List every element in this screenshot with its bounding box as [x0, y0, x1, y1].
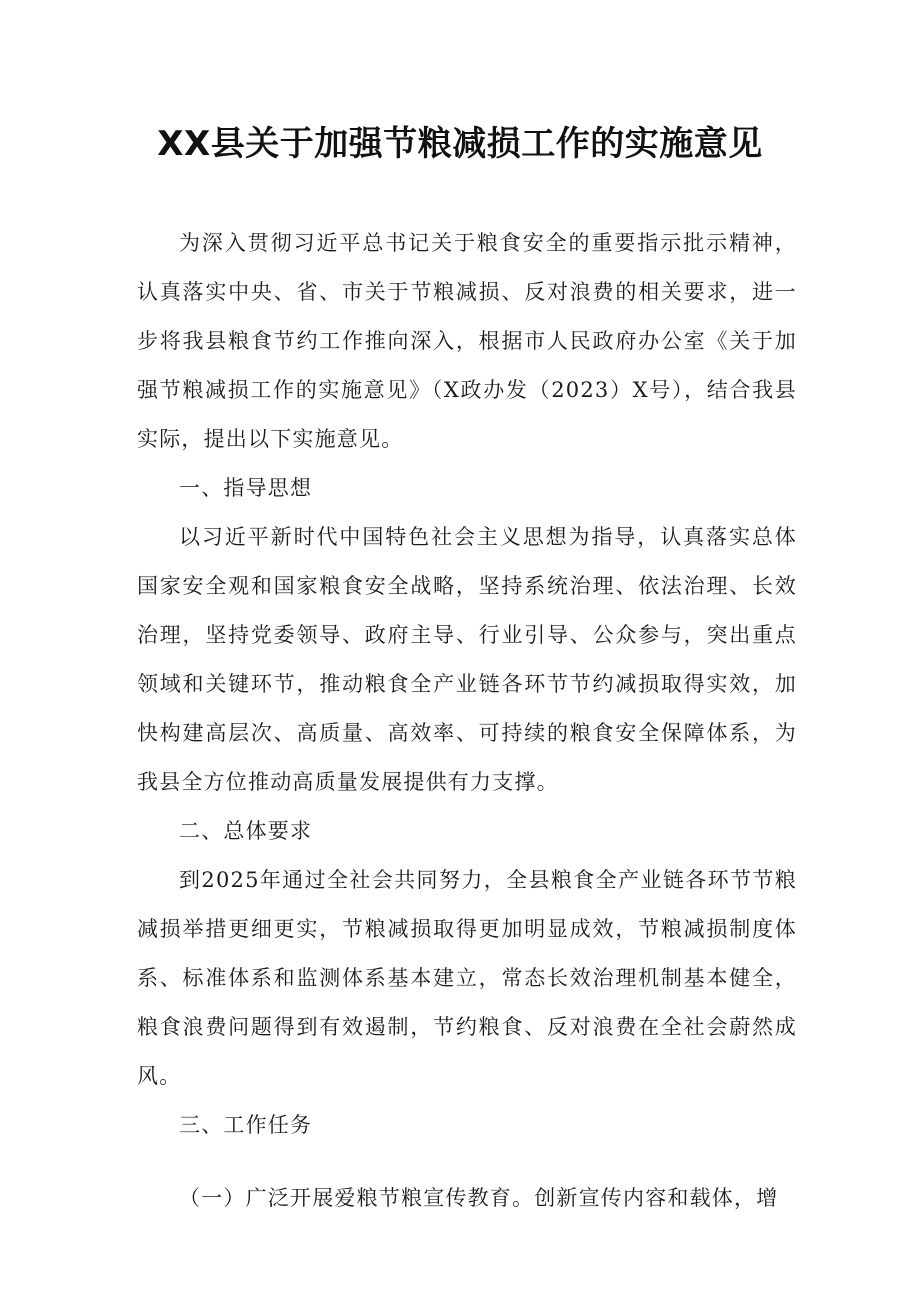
document-body: [137, 219, 797, 1223]
section-heading-work-tasks: 三、工作任务: [179, 1113, 313, 1137]
section-paragraph-guiding-ideology: 以习近平新时代中国特色社会主义思想为指导，认真落实总体国家安全观和国家粮食安全战略，坚持系统治理、依法治理、长效治理，坚持党委领导、政府主导、行业引导、公众参与，突出重点领域和关键环节，推动粮食全产业链各环节节约减损取得实效，加快构建高层次、高质量、高效率、可持续的粮食安全保障体系，为我县全方位推动高质量发展提供有力支撑。: [137, 525, 797, 794]
section-heading-overall-requirements: 二、总体要求: [179, 819, 313, 843]
intro-paragraph: 为深入贯彻习近平总书记关于粮食安全的重要指示批示精神，认真落实中央、省、市关于节粮减损、反对浪费的相关要求，进一步将我县粮食节约工作推向深入，根据市人民政府办公室《关于加强节粮减损工作的实施意见》（X政办发（2023）X号），结合我县实际，提出以下实施意见。: [137, 231, 797, 451]
subsection-paragraph-publicity-education: （一）广泛开展爱粮节粮宣传教育。创新宣传内容和载体，增: [179, 1186, 779, 1210]
document-title: XX县关于加强节粮减损工作的实施意见: [157, 124, 763, 164]
section-heading-guiding-ideology: 一、指导思想: [179, 476, 313, 500]
section-paragraph-overall-requirements: 到2025年通过全社会共同努力，全县粮食全产业链各环节节粮减损举措更细更实，节粮减损取得更加明显成效，节粮减损制度体系、标准体系和监测体系基本建立，常态长效治理机制基本健全，粮食浪费问题得到有效遏制，节约粮食、反对浪费在全社会蔚然成风。: [137, 868, 797, 1088]
